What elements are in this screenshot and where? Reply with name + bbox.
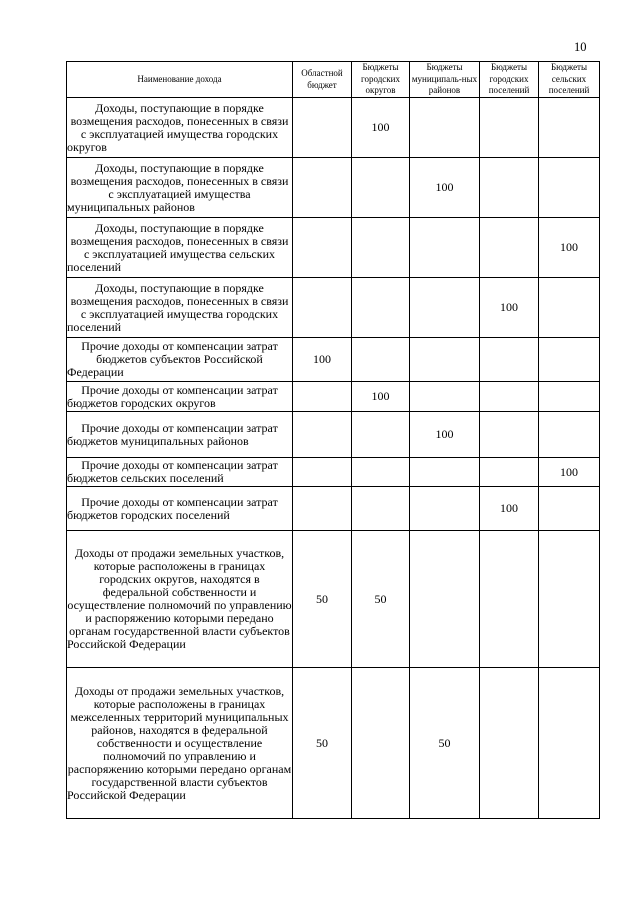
header-rural-settlements-budget: Бюджеты сельских поселений <box>539 62 600 98</box>
table-row <box>67 668 600 819</box>
municipal-districts-share <box>410 98 480 158</box>
table-row <box>67 531 600 668</box>
revenue-name: Доходы, поступающие в порядке возмещения расходов, понесенных в связи с эксплуатацией имущества городских округов <box>67 98 293 158</box>
rural-settlements-share: 100 <box>539 458 600 487</box>
table-row <box>67 487 600 531</box>
municipal-districts-share <box>410 338 480 382</box>
regional-share <box>293 487 352 531</box>
urban-settlements-share <box>480 158 539 218</box>
table-row <box>67 338 600 382</box>
municipal-districts-share <box>410 487 480 531</box>
rural-settlements-share <box>539 487 600 531</box>
urban-settlements-share: 100 <box>480 487 539 531</box>
city-districts-share: 100 <box>352 98 410 158</box>
city-districts-share <box>352 338 410 382</box>
header-municipal-districts-budget: Бюджеты муниципаль-ных районов <box>410 62 480 98</box>
city-districts-share: 100 <box>352 382 410 412</box>
city-districts-share <box>352 278 410 338</box>
rural-settlements-share <box>539 278 600 338</box>
header-city-districts-budget: Бюджеты городских округов <box>352 62 410 98</box>
regional-share <box>293 158 352 218</box>
municipal-districts-share <box>410 531 480 668</box>
city-districts-share <box>352 412 410 458</box>
city-districts-share <box>352 158 410 218</box>
table-row <box>67 218 600 278</box>
table-row <box>67 278 600 338</box>
regional-share <box>293 458 352 487</box>
table-header-row <box>67 62 600 98</box>
urban-settlements-share <box>480 338 539 382</box>
revenue-name: Доходы, поступающие в порядке возмещения расходов, понесенных в связи с эксплуатацией имущества городских поселений <box>67 278 293 338</box>
table-row <box>67 458 600 487</box>
city-districts-share <box>352 668 410 819</box>
urban-settlements-share: 100 <box>480 278 539 338</box>
page-number: 10 <box>574 40 587 54</box>
revenue-name: Доходы от продажи земельных участков, которые расположены в границах городских округов, находятся в федеральной собственности и осуществление полномочий по управлению и распоряжению которыми передано органам государственной власти субъектов Российской Федерации <box>67 531 293 668</box>
revenue-name: Доходы, поступающие в порядке возмещения расходов, понесенных в связи с эксплуатацией имущества сельских поселений <box>67 218 293 278</box>
municipal-districts-share <box>410 382 480 412</box>
revenue-name: Прочие доходы от компенсации затрат бюджетов сельских поселений <box>67 458 293 487</box>
table-row <box>67 158 600 218</box>
regional-share <box>293 218 352 278</box>
municipal-districts-share <box>410 218 480 278</box>
revenue-name: Прочие доходы от компенсации затрат бюджетов городских округов <box>67 382 293 412</box>
city-districts-share <box>352 458 410 487</box>
municipal-districts-share: 100 <box>410 158 480 218</box>
rural-settlements-share <box>539 531 600 668</box>
city-districts-share <box>352 218 410 278</box>
municipal-districts-share: 100 <box>410 412 480 458</box>
urban-settlements-share <box>480 218 539 278</box>
urban-settlements-share <box>480 98 539 158</box>
urban-settlements-share <box>480 382 539 412</box>
municipal-districts-share <box>410 458 480 487</box>
rural-settlements-share <box>539 668 600 819</box>
rural-settlements-share: 100 <box>539 218 600 278</box>
regional-share <box>293 278 352 338</box>
regional-share <box>293 382 352 412</box>
regional-share <box>293 98 352 158</box>
rural-settlements-share <box>539 98 600 158</box>
rural-settlements-share <box>539 412 600 458</box>
city-districts-share: 50 <box>352 531 410 668</box>
header-urban-settlements-budget: Бюджеты городских поселений <box>480 62 539 98</box>
revenue-name: Доходы от продажи земельных участков, которые расположены в границах межселенных территорий муниципальных районов, находятся в федеральной собственности и осуществление полномочий по управлению и распоряжению которыми передано органам государственной власти субъектов Российской Федерации <box>67 668 293 819</box>
rural-settlements-share <box>539 382 600 412</box>
urban-settlements-share <box>480 412 539 458</box>
revenue-name: Доходы, поступающие в порядке возмещения расходов, понесенных в связи с эксплуатацией имущества муниципальных районов <box>67 158 293 218</box>
revenue-name: Прочие доходы от компенсации затрат бюджетов муниципальных районов <box>67 412 293 458</box>
table-row <box>67 412 600 458</box>
regional-share: 50 <box>293 668 352 819</box>
urban-settlements-share <box>480 668 539 819</box>
urban-settlements-share <box>480 531 539 668</box>
header-regional-budget: Областной бюджет <box>293 62 352 98</box>
city-districts-share <box>352 487 410 531</box>
urban-settlements-share <box>480 458 539 487</box>
rural-settlements-share <box>539 338 600 382</box>
table-row <box>67 98 600 158</box>
header-revenue-name: Наименование дохода <box>67 62 293 98</box>
municipal-districts-share <box>410 278 480 338</box>
revenue-distribution-table <box>66 61 600 819</box>
revenue-name: Прочие доходы от компенсации затрат бюджетов субъектов Российской Федерации <box>67 338 293 382</box>
regional-share: 50 <box>293 531 352 668</box>
regional-share <box>293 412 352 458</box>
municipal-districts-share: 50 <box>410 668 480 819</box>
rural-settlements-share <box>539 158 600 218</box>
regional-share: 100 <box>293 338 352 382</box>
table-row <box>67 382 600 412</box>
revenue-name: Прочие доходы от компенсации затрат бюджетов городских поселений <box>67 487 293 531</box>
